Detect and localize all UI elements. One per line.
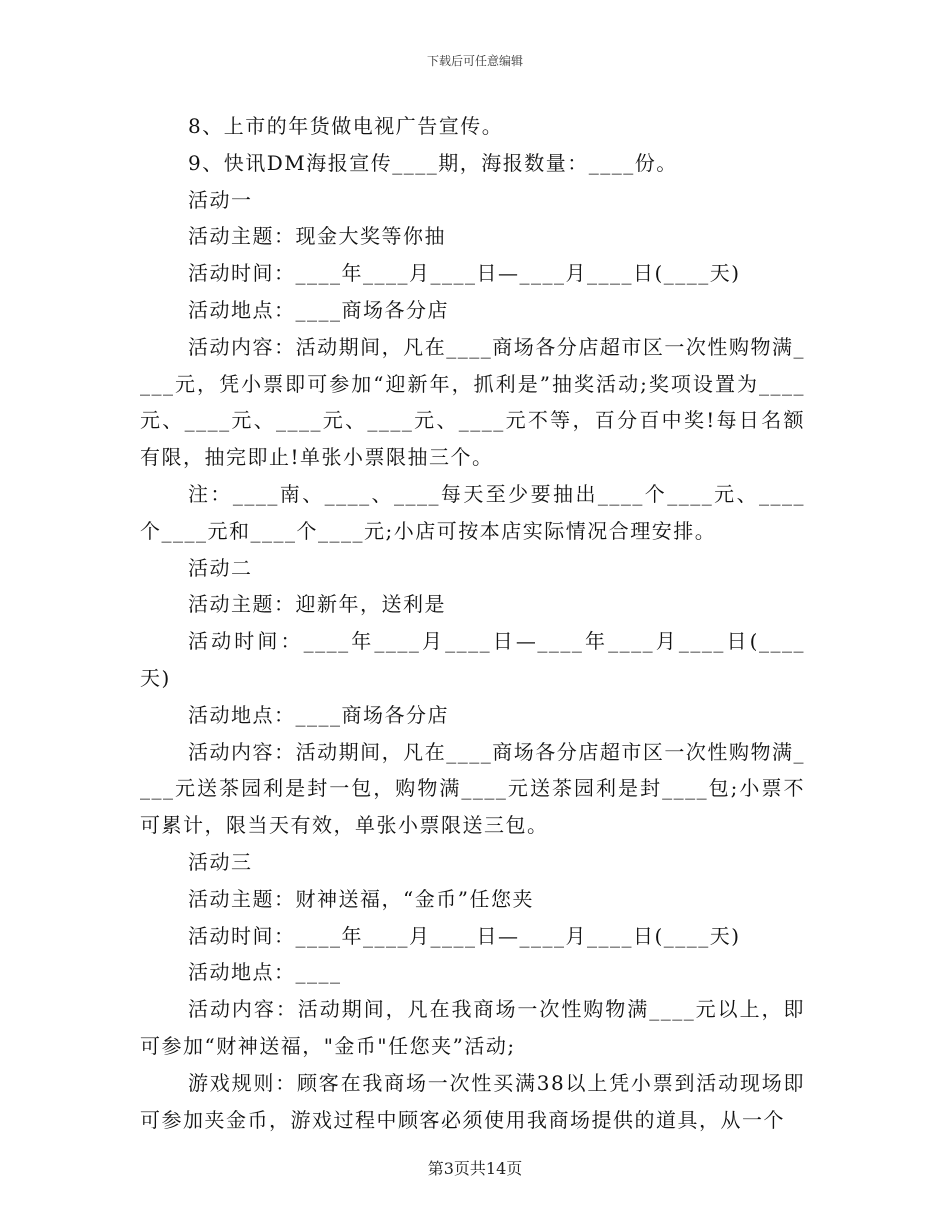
paragraph: 活动时间：____年____月____日—____月____日(____天) (188, 923, 741, 948)
paragraph: 活动主题：现金大奖等你抽 (188, 224, 446, 249)
paragraph: 8、上市的年货做电视广告宣传。 (188, 114, 504, 138)
paragraph: 9、快讯DM海报宣传____期，海报数量：____份。 (188, 150, 678, 175)
section-heading: 活动三 (188, 849, 253, 874)
paragraph: 活动内容：活动期间，凡在____商场各分店超市区一次性购物满____元送茶园利是封一包，购物满____元送茶园利是封____包;小票不可累计，限当天有效，单张小票限送三包。 (140, 739, 805, 838)
document-body (140, 108, 805, 1138)
paragraph: 活动内容：活动期间，凡在____商场各分店超市区一次性购物满____元，凭小票即可参加“迎新年，抓利是”抽奖活动;奖项设置为____元、____元、____元、____元、____元不等，百分百中奖!每日名额有限，抽完即止!单张小票限抽三个。 (140, 334, 805, 470)
section-heading: 活动一 (188, 187, 253, 212)
section-heading: 活动二 (188, 555, 253, 580)
paragraph: 活动内容：活动期间，凡在我商场一次性购物满____元以上，即可参加“财神送福，"金币"任您夹”活动; (140, 997, 805, 1058)
page-number: 第3页共14页 (427, 1159, 523, 1178)
page-header-note: 下载后可任意编辑 (426, 54, 523, 68)
paragraph: 活动时间：____年____月____日—____年____月____日(____天) (140, 629, 805, 690)
paragraph: 游戏规则：顾客在我商场一次性买满38以上凭小票到活动现场即可参加夹金币，游戏过程中顾客必须使用我商场提供的道具，从一个 (140, 1070, 805, 1132)
paragraph: 活动时间：____年____月____日—____月____日(____天) (188, 261, 741, 286)
paragraph: 活动主题：财神送福，“金币”任您夹 (188, 886, 534, 911)
paragraph: 活动地点：____商场各分店 (188, 297, 449, 322)
paragraph: 活动地点：____商场各分店 (188, 702, 449, 727)
paragraph: 活动主题：迎新年，送利是 (188, 592, 446, 617)
paragraph: 活动地点：____ (188, 960, 342, 985)
paragraph: 注：____南、____、____每天至少要抽出____个____元、____个____元和____个____元;小店可按本店实际情况合理安排。 (140, 481, 805, 543)
